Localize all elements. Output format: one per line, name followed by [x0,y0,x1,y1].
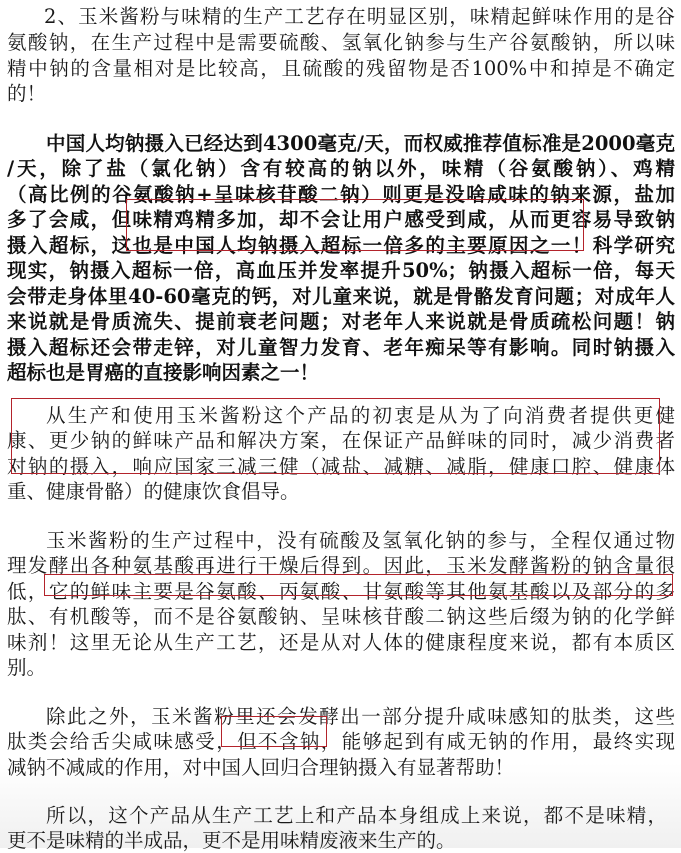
text-line: 从生产和使用玉米酱粉这个产品的初衷是从为了向消费者提供更健 [46,404,675,427]
text-line: 摄入超标，这也是中国人均钠摄入超标一倍多的主要原因之一！科学研究 [7,234,675,257]
text-line: 更不是味精的半成品，更不是用味精废液来生产的。 [7,829,456,852]
text-line: /天，除了盐（氯化钠）含有较高的钠以外，味精（谷氨酸钠）、鸡精 [7,157,675,180]
text-line: 康、更少钠的鲜味产品和解决方案，在保证产品鲜味的同时，减少消费者 [7,429,675,452]
text-line: 2、玉米酱粉与味精的生产工艺存在明显区别，味精起鲜味作用的是谷 [44,5,675,28]
text-line: 低，它的鲜味主要是谷氨酸、丙氨酸、甘氨酸等其他氨基酸以及部分的多 [7,580,675,603]
text-line: 肽类会给舌尖咸味感受，但不含钠，能够起到有咸无钠的作用，最终实现 [7,730,675,753]
text-line: 的！ [7,82,47,105]
text-line: 重、健康骨骼）的健康饮食倡导。 [7,480,300,503]
text-line: 精中钠的含量相对是比较高，且硫酸的残留物是否100%中和掉是不确定 [7,57,675,80]
text-line: 除此之外，玉米酱粉里还会发酵出一部分提升咸味感知的肽类，这些 [46,705,675,728]
text-line: 会带走身体里40-60毫克的钙，对儿童来说，就是骨骼发育问题；对成年人 [7,285,675,308]
text-line: 减钠不减咸的作用，对中国人回归合理钠摄入有显著帮助！ [7,756,515,779]
text-line: 肽、有机酸等，而不是谷氨酸钠、呈味核苷酸二钠这些后缀为钠的化学鲜 [7,605,675,628]
text-line: 所以，这个产品从生产工艺上和产品本身组成上来说，都不是味精， [46,804,667,827]
text-line: 来说就是骨质流失、提前衰老问题；对老年人来说就是骨质疏松问题！钠 [7,310,675,333]
text-line: （高比例的谷氨酸钠+呈味核苷酸二钠）则更是没啥咸味的钠来源，盐加 [7,183,675,206]
text-line: 玉米酱粉的生产过程中，没有硫酸及氢氧化钠的参与，全程仅通过物 [46,529,675,552]
text-line: 对钠的摄入，响应国家三减三健（减盐、减糖、减脂，健康口腔、健康体 [7,455,675,478]
text-line: 味剂！这里无论从生产工艺，还是从对人体的健康程度来说，都有本质区 [7,631,675,654]
text-line: 理发酵出各种氨基酸再进行干燥后得到。因此，玉米发酵酱粉的钠含量很 [7,554,675,577]
text-line: 超标也是胃癌的直接影响因素之一！ [7,361,320,384]
text-line: 氨酸钠，在生产过程中是需要硫酸、氢氧化钠参与生产谷氨酸钠，所以味 [7,31,675,54]
text-line: 摄入超标还会带走锌，对儿童智力发育、老年痴呆等有影响。同时钠摄入 [7,336,675,359]
text-line: 现实，钠摄入超标一倍，高血压并发率提升50%；钠摄入超标一倍，每天 [7,259,675,282]
text-line: 别。 [7,656,47,679]
text-line: 中国人均钠摄入已经达到4300毫克/天，而权威推荐值标准是2000毫克 [46,132,675,155]
text-line: 多了会咸，但味精鸡精多加，却不会让用户感受到咸，从而更容易导致钠 [7,208,675,231]
